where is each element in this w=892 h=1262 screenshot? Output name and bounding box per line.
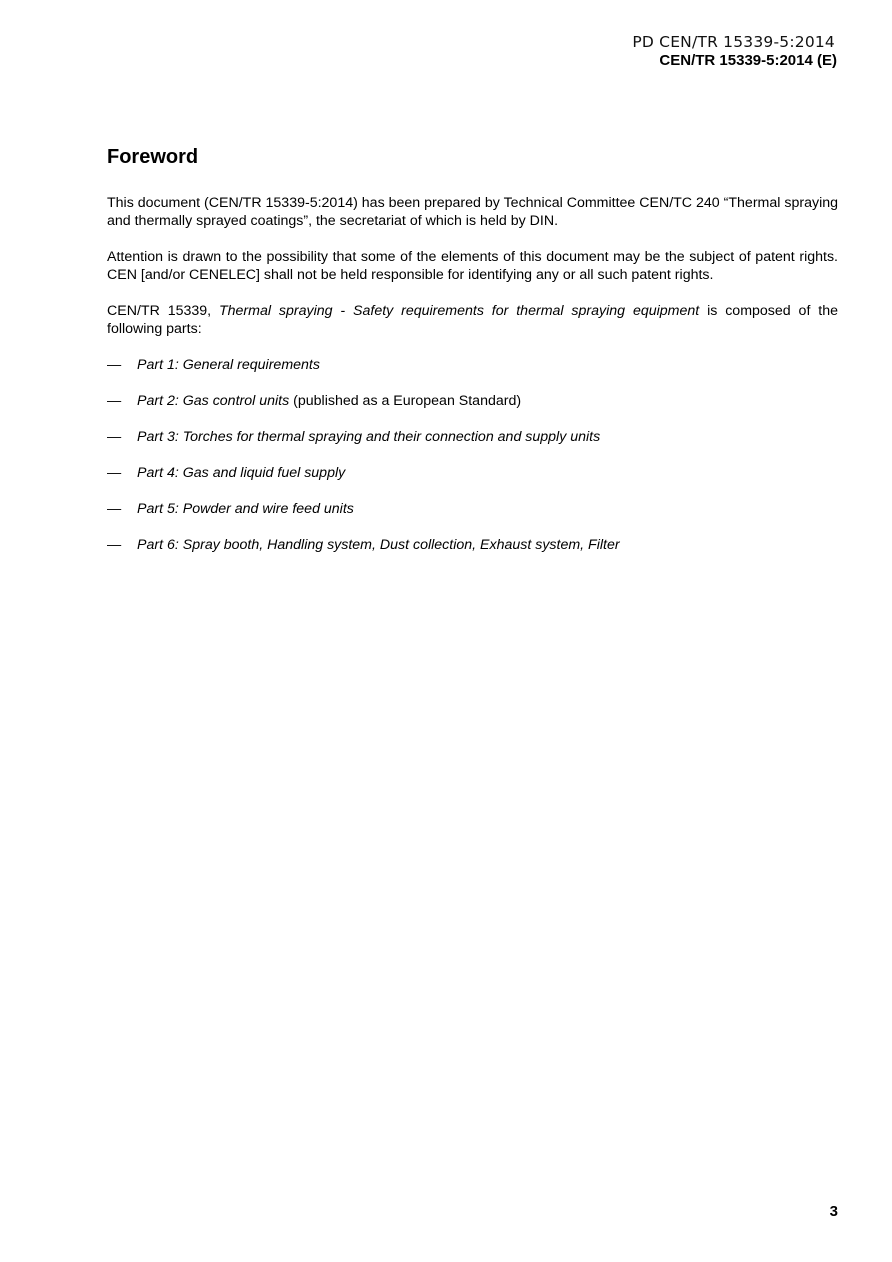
part-title: Part 1: General requirements bbox=[137, 357, 320, 373]
dash-bullet: — bbox=[107, 429, 122, 445]
list-item bbox=[107, 356, 838, 374]
part-title: Part 4: Gas and liquid fuel supply bbox=[137, 465, 346, 481]
foreword-body bbox=[107, 194, 838, 572]
dash-bullet: — bbox=[107, 537, 122, 553]
part-title: Part 6: Spray booth, Handling system, Dust collection, Exhaust system, Filter bbox=[137, 537, 620, 553]
series-suffix: is composed of the following parts: bbox=[107, 303, 838, 337]
list-item bbox=[107, 464, 838, 482]
list-item bbox=[107, 500, 838, 518]
foreword-paragraph-3 bbox=[107, 302, 838, 338]
page-number: 3 bbox=[829, 1203, 838, 1220]
document-id-header: PD CEN/TR 15339-5:2014 bbox=[632, 33, 835, 51]
list-item bbox=[107, 536, 838, 554]
list-item bbox=[107, 428, 838, 446]
dash-bullet: — bbox=[107, 393, 122, 409]
page-title: Foreword bbox=[107, 146, 199, 168]
parts-list bbox=[107, 356, 838, 554]
list-item bbox=[107, 392, 838, 410]
dash-bullet: — bbox=[107, 357, 122, 373]
dash-bullet: — bbox=[107, 501, 122, 517]
dash-bullet: — bbox=[107, 465, 122, 481]
foreword-paragraph-1: This document (CEN/TR 15339-5:2014) has been prepared by Technical Committee CEN/TC 240 “Thermal spraying and thermally sprayed coatings”, the secretariat of which is held by DIN. bbox=[107, 195, 838, 229]
series-reference: CEN/TR 15339, bbox=[107, 303, 219, 319]
document-id-header-bold: CEN/TR 15339-5:2014 (E) bbox=[659, 52, 837, 69]
part-note: (published as a European Standard) bbox=[289, 393, 522, 409]
series-title: Thermal spraying - Safety requirements for thermal spraying equipment bbox=[218, 303, 700, 319]
part-title: Part 2: Gas control units bbox=[137, 393, 290, 409]
foreword-paragraph-2: Attention is drawn to the possibility that some of the elements of this document may be the subject of patent rights. CEN [and/or CENELEC] shall not be held responsible for identifying any or all such patent rights. bbox=[107, 249, 838, 283]
part-title: Part 5: Powder and wire feed units bbox=[137, 501, 354, 517]
part-title: Part 3: Torches for thermal spraying and their connection and supply units bbox=[137, 429, 601, 445]
